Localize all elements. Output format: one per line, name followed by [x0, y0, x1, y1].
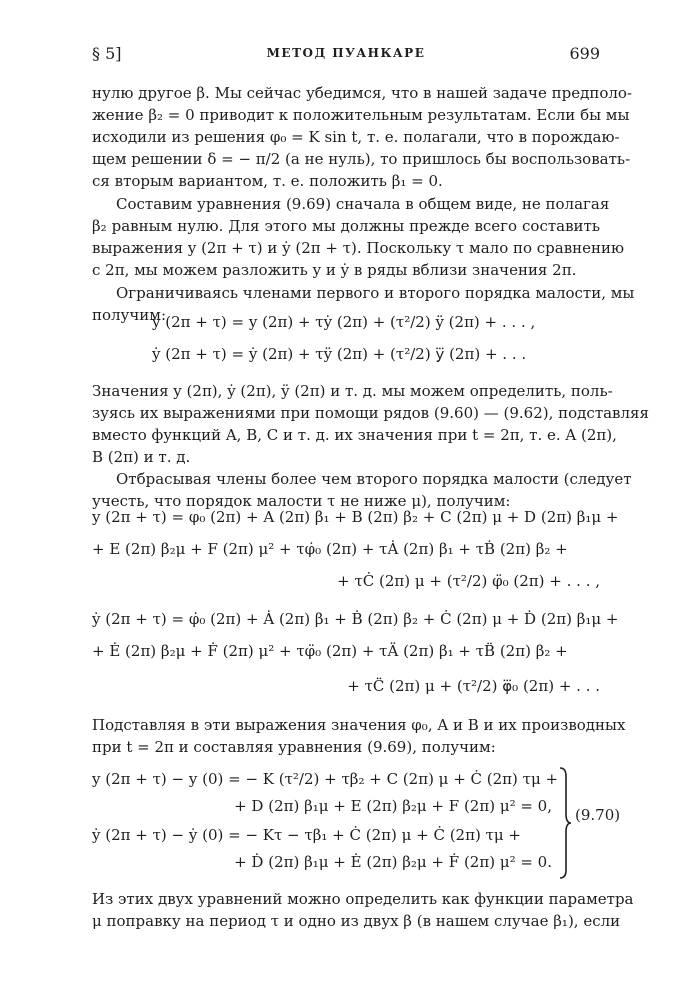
section-marker: § 5]	[92, 44, 122, 63]
text-line: получим:	[92, 306, 167, 324]
text-line: вместо функций A, B, C и т. д. их значения при t = 2π, т. е. A (2π),	[92, 426, 617, 444]
paragraph-1	[92, 82, 632, 192]
text-line: Отбрасывая члены более чем второго порядка малости (следует	[116, 470, 632, 488]
right-brace-icon	[558, 766, 572, 880]
text-line: β₂ равным нулю. Для этого мы должны прежде всего составить	[92, 217, 600, 235]
paragraph-4	[92, 380, 649, 468]
text-line: зуясь их выражениями при помощи рядов (9.60) — (9.62), подставляя	[92, 404, 649, 422]
paragraph-5	[92, 468, 632, 512]
text-line: ся вторым вариантом, т. е. положить β₁ = 0.	[92, 172, 443, 190]
equation-line: ẏ (2π + τ) − ẏ (0) = − Kτ − τβ₁ + Ċ (2π) μ + Ċ (2π) τμ +	[92, 826, 521, 844]
equation-line: y (2π + τ) = y (2π) + τẏ (2π) + (τ²/2) ÿ (2π) + . . . ,	[152, 313, 536, 331]
equation-line: + E (2π) β₂μ + F (2π) μ² + τφ̇₀ (2π) + τȦ (2π) β₁ + τḂ (2π) β₂ +	[92, 540, 568, 558]
paragraph-2	[92, 193, 625, 281]
text-line: Значения y (2π), ẏ (2π), ÿ (2π) и т. д. мы можем определить, поль-	[92, 382, 613, 400]
page-number: 699	[569, 44, 600, 63]
text-line: нулю другое β. Мы сейчас убедимся, что в нашей задаче предполо-	[92, 84, 632, 102]
equation-line: + τC̈ (2π) μ + (τ²/2) φ⃛₀ (2π) + . . .	[347, 677, 600, 695]
equation-number: (9.70)	[575, 806, 621, 824]
text-line: Подставляя в эти выражения значения φ₀, A и B и их производных	[92, 716, 626, 734]
equation-line: + Ḋ (2π) β₁μ + Ė (2π) β₂μ + Ḟ (2π) μ² = 0.	[234, 853, 552, 871]
equation-line: + Ė (2π) β₂μ + Ḟ (2π) μ² + τφ̈₀ (2π) + τÄ (2π) β₁ + τB̈ (2π) β₂ +	[92, 642, 568, 660]
text-line: жение β₂ = 0 приводит к положительным результатам. Если бы мы	[92, 106, 630, 124]
text-line: при t = 2π и составляя уравнения (9.69), получим:	[92, 738, 496, 756]
text-line: μ поправку на период τ и одно из двух β (в нашем случае β₁), если	[92, 912, 621, 930]
running-title: МЕТОД ПУАНКАРЕ	[266, 46, 426, 60]
equation-line: + τĊ (2π) μ + (τ²/2) φ̈₀ (2π) + . . . ,	[337, 572, 600, 590]
text-line: Ограничиваясь членами первого и второго порядка малости, мы	[116, 284, 635, 302]
text-line: щем решении δ = − π/2 (а не нуль), то пришлось бы воспользовать-	[92, 150, 631, 168]
equation-line: ẏ (2π + τ) = φ̇₀ (2π) + Ȧ (2π) β₁ + Ḃ (2π) β₂ + Ċ (2π) μ + Ḋ (2π) β₁μ +	[92, 610, 619, 628]
paragraph-7	[92, 888, 634, 932]
equation-line: y (2π + τ) = φ₀ (2π) + A (2π) β₁ + B (2π) β₂ + C (2π) μ + D (2π) β₁μ +	[92, 508, 619, 526]
equation-line: ẏ (2π + τ) = ẏ (2π) + τÿ (2π) + (τ²/2) y⃛ (2π) + . . .	[152, 345, 527, 363]
equation-line: + D (2π) β₁μ + E (2π) β₂μ + F (2π) μ² = 0,	[234, 797, 552, 815]
text-line: Составим уравнения (9.69) сначала в общем виде, не полагая	[116, 195, 610, 213]
text-line: Из этих двух уравнений можно определить как функции параметра	[92, 890, 634, 908]
text-line: B (2π) и т. д.	[92, 448, 191, 466]
text-line: исходили из решения φ₀ = K sin t, т. е. полагали, что в порождаю-	[92, 128, 620, 146]
equation-line: y (2π + τ) − y (0) = − K (τ²/2) + τβ₂ + C (2π) μ + Ċ (2π) τμ +	[92, 770, 559, 788]
text-line: выражения y (2π + τ) и ẏ (2π + τ). Поскольку τ мало по сравнению	[92, 239, 625, 257]
paragraph-6	[92, 714, 626, 758]
text-line: с 2π, мы можем разложить y и ẏ в ряды вблизи значения 2π.	[92, 261, 577, 279]
running-header	[92, 44, 600, 66]
text-line: учесть, что порядок малости τ не ниже μ), получим:	[92, 492, 511, 510]
